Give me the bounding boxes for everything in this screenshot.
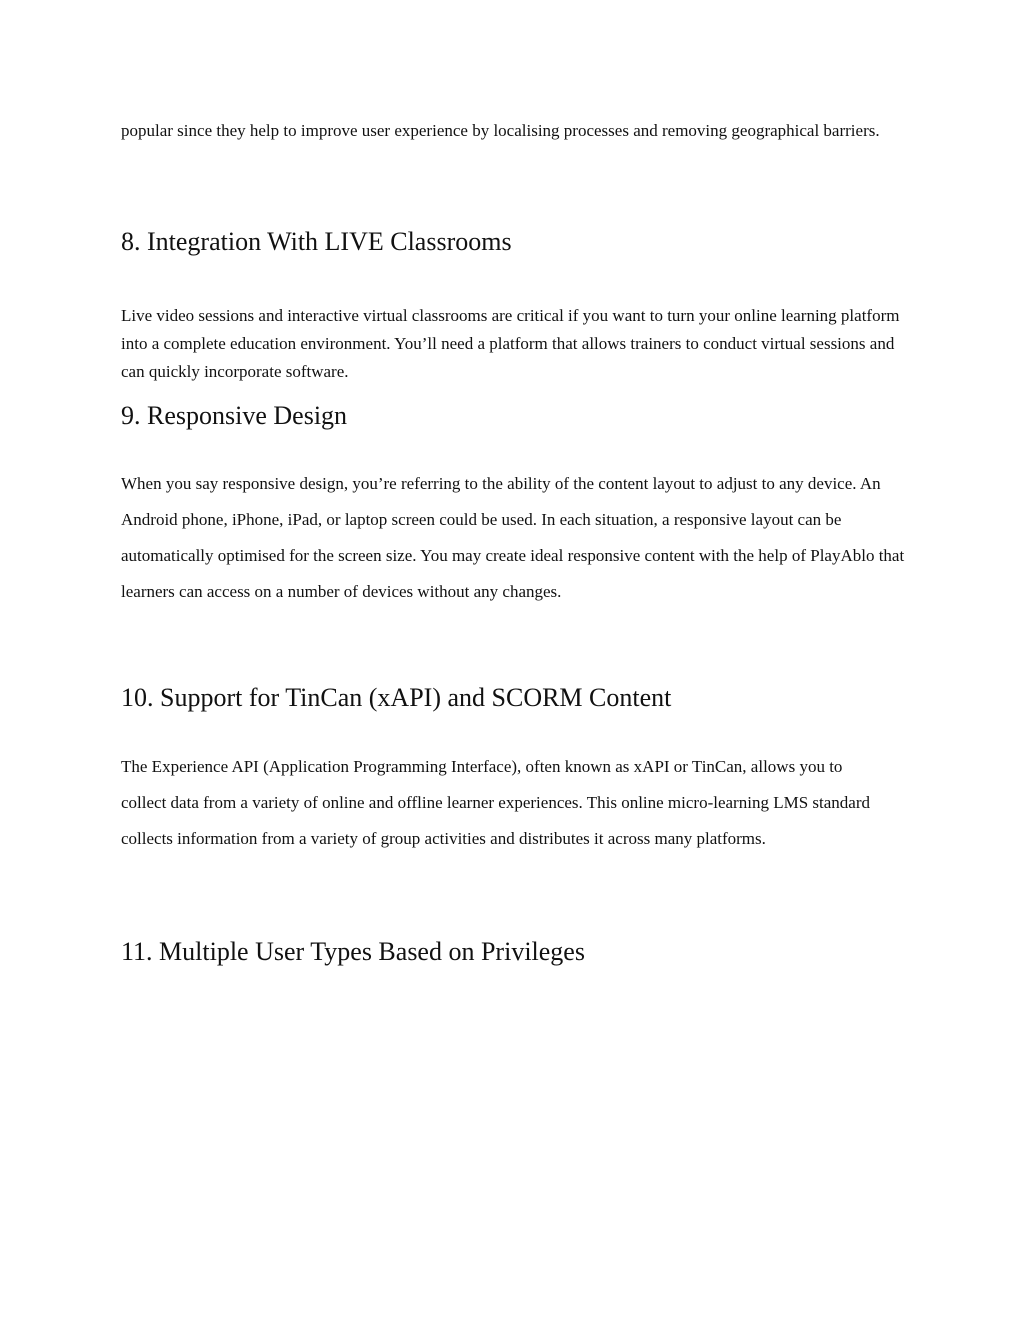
intro-paragraph: popular since they help to improve user experience by localising processes and removing geographical barriers. bbox=[121, 121, 880, 140]
section-heading-multiple-user-types: 11. Multiple User Types Based on Privileges bbox=[121, 937, 585, 966]
section-body-responsive-design: When you say responsive design, you’re referring to the ability of the content layout to adjust to any device. An Android phone, iPhone, iPad, or laptop screen could be used. In each situation, a responsive layout can be automatically optimised for the screen size. You may create ideal responsive content with the help of PlayAblo that learners can access on a number of devices without any changes. bbox=[121, 474, 905, 601]
section-heading-tincan-scorm: 10. Support for TinCan (xAPI) and SCORM Content bbox=[121, 683, 672, 712]
section-heading-integration-live-classrooms: 8. Integration With LIVE Classrooms bbox=[121, 227, 512, 256]
section-heading-responsive-design: 9. Responsive Design bbox=[121, 401, 348, 430]
section-body-tincan-scorm: The Experience API (Application Programming Interface), often known as xAPI or TinCan, allows you to collect data from a variety of online and offline learner experiences. This online micro-learning LMS standard collects information from a variety of group activities and distributes it across many platforms. bbox=[121, 757, 870, 848]
section-body-integration-live-classrooms: Live video sessions and interactive virtual classrooms are critical if you want to turn your online learning platform into a complete education environment. You’ll need a platform that allows trainers to conduct virtual sessions and can quickly incorporate software. bbox=[121, 306, 900, 381]
